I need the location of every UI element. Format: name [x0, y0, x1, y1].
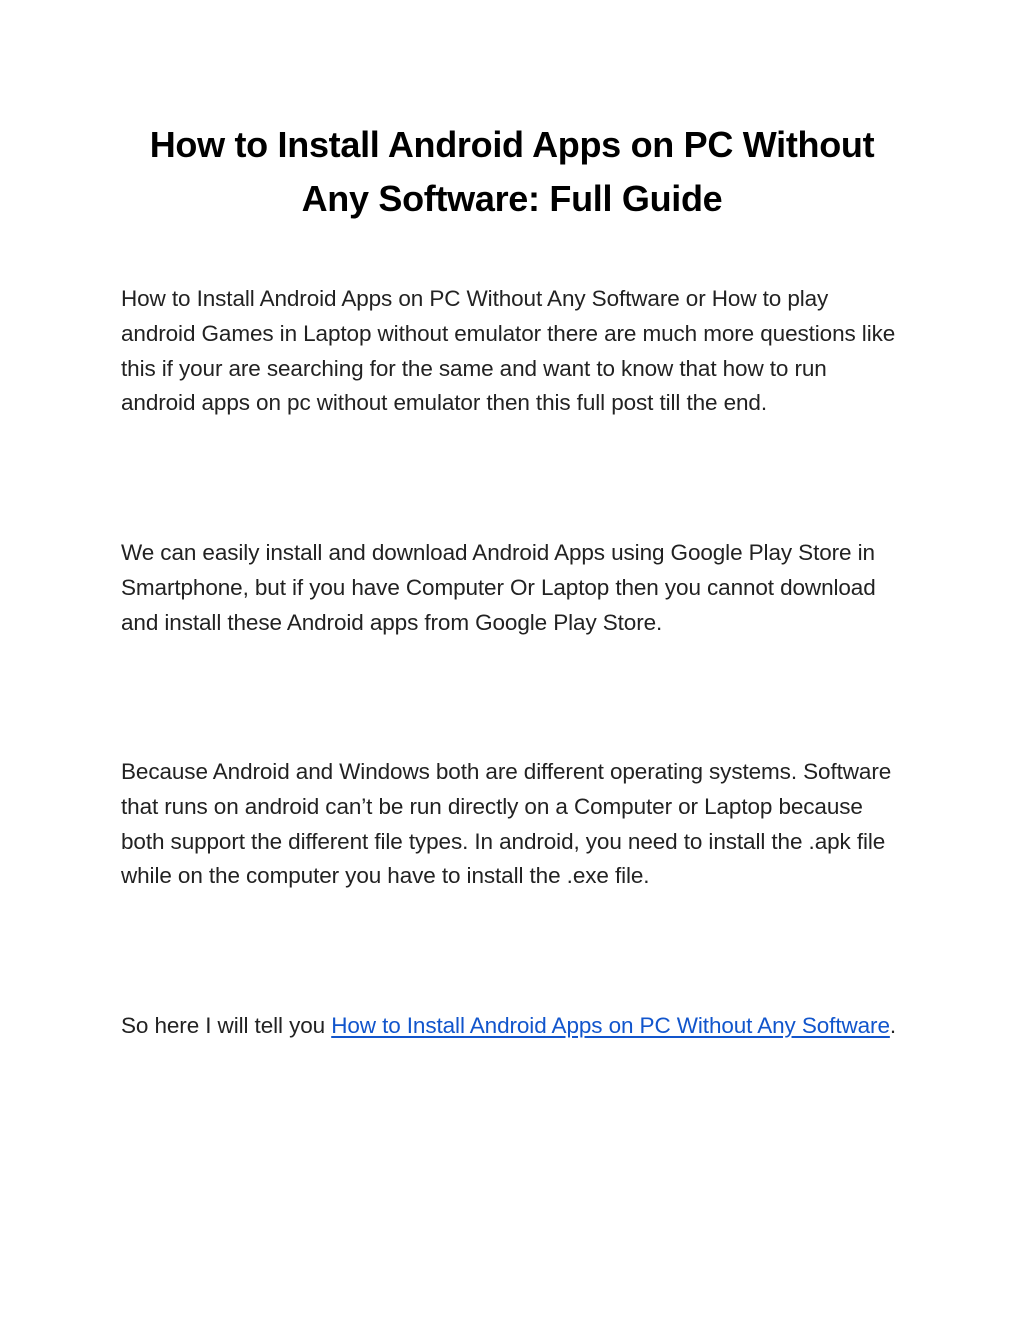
closing-prefix: So here I will tell you [121, 1013, 332, 1038]
document-title: How to Install Android Apps on PC Without Any Software: Full Guide [149, 124, 875, 219]
paragraph-closing [121, 1009, 903, 1044]
closing-suffix: . [889, 1013, 897, 1038]
paragraph-operating-systems: Because Android and Windows both are different operating systems. Software that runs on android can’t be run directly on a Computer or Laptop because both support the different file types. In android, you need to install the .apk file while on the computer you have to install the .exe file. [121, 759, 892, 889]
paragraph-play-store: We can easily install and download Android Apps using Google Play Store in Smartphone, but if you have Computer Or Laptop then you cannot download and install these Android apps from Google Play Store. [121, 540, 876, 635]
guide-link[interactable]: How to Install Android Apps on PC Without Any Software [331, 1013, 890, 1038]
paragraph-intro: How to Install Android Apps on PC Without Any Software or How to play android Games in Laptop without emulator there are much more questions like this if your are searching for the same and want to know that how to run android apps on pc without emulator then this full post till the end. [121, 286, 896, 416]
